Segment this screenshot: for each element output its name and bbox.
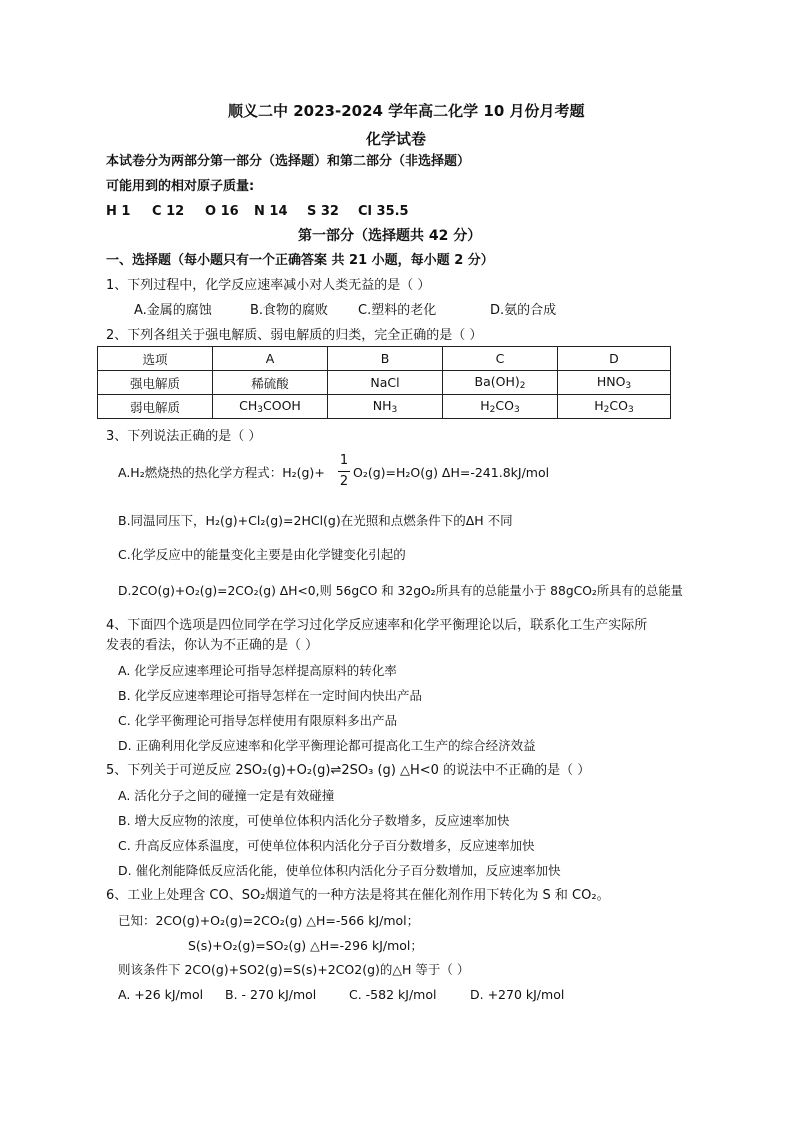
- q5-option-b: B. 增大反应物的浓度，可使单位体积内活化分子数增多，反应速率加快: [118, 813, 510, 828]
- q4-stem-line1: 4、下面四个选项是四位同学在学习过化学反应速率和化学平衡理论以后，联系化工生产实际所: [106, 618, 648, 633]
- table-row: [98, 395, 671, 419]
- q2-table: [97, 346, 671, 419]
- exam-intro: 本试卷分为两部分第一部分（选择题）和第二部分（非选择题）: [106, 154, 471, 169]
- mass-cl: Cl 35.5: [358, 204, 409, 219]
- part1-instruction: 一、选择题（每小题只有一个正确答案 共 21 小题，每小题 2 分）: [106, 253, 494, 268]
- q6-option-d: D. +270 kJ/mol: [470, 987, 565, 1002]
- formula-text: H: [594, 398, 604, 413]
- table-row-label: 强电解质: [98, 371, 213, 395]
- q3-option-c: C.化学反应中的能量变化主要是由化学键变化引起的: [118, 547, 406, 562]
- part1-title: 第一部分（选择题共 42 分）: [298, 228, 482, 244]
- formula-text: HNO: [596, 374, 626, 389]
- table-row: [98, 371, 671, 395]
- table-cell: 稀硫酸: [213, 371, 328, 395]
- table-cell: $HNO_3$: [558, 371, 671, 395]
- q1-stem: 1、下列过程中，化学反应速率减小对人类无益的是（ ）: [106, 278, 431, 293]
- q4-stem-line2: 发表的看法，你认为不正确的是（ ）: [106, 638, 319, 653]
- table-header-cell: A: [213, 347, 328, 371]
- formula-text: Ba(OH): [474, 374, 520, 389]
- fraction-denominator: 2: [339, 474, 349, 489]
- q6-ask: 则该条件下 2CO(g)+SO2(g)=S(s)+2CO2(g)的△H 等于（ ）: [118, 962, 470, 977]
- table-cell: $NH_3$: [328, 395, 443, 419]
- q6-stem: 6、工业上处理含 CO、SO₂烟道气的一种方法是将其在催化剂作用下转化为 S 和 CO₂。: [106, 888, 610, 903]
- table-cell: $H_2CO_3$: [558, 395, 671, 419]
- q1-option-b: B.食物的腐败: [250, 303, 329, 318]
- q3-option-b: B.同温同压下，H₂(g)+Cl₂(g)=2HCl(g)在光照和点燃条件下的ΔH 不同: [118, 513, 513, 528]
- q6-known-2: S(s)+O₂(g)=SO₂(g) △H=-296 kJ/mol；: [188, 938, 423, 953]
- mass-s: S 32: [307, 204, 339, 219]
- table-header-cell: D: [558, 347, 671, 371]
- q1-option-d: D.氨的合成: [490, 303, 557, 318]
- table-cell: $CH_3COOH$: [213, 395, 328, 419]
- q5-option-d: D. 催化剂能降低反应活化能，使单位体积内活化分子百分数增加，反应速率加快: [118, 863, 561, 878]
- table-cell: $Ba(OH)_2$: [443, 371, 558, 395]
- q4-option-c: C. 化学平衡理论可指导怎样使用有限原料多出产品: [118, 713, 398, 728]
- mass-o: O 16: [205, 204, 239, 219]
- table-header-cell: C: [443, 347, 558, 371]
- q4-option-a: A. 化学反应速率理论可指导怎样提高原料的转化率: [118, 663, 397, 678]
- q4-option-b: B. 化学反应速率理论可指导怎样在一定时间内快出产品: [118, 688, 423, 703]
- formula-text: CH: [239, 398, 258, 413]
- q6-option-b: B. - 270 kJ/mol: [225, 987, 317, 1002]
- q4-option-d: D. 正确利用化学反应速率和化学平衡理论都可提高化工生产的综合经济效益: [118, 738, 536, 753]
- q3-option-a-tail: O₂(g)=H₂O(g) ΔH=-241.8kJ/mol: [353, 465, 550, 480]
- q3-option-a: A.H₂燃烧热的热化学方程式：H₂(g)+: [118, 465, 325, 480]
- fraction-numerator: 1: [339, 453, 349, 468]
- fraction-bar: [338, 471, 350, 472]
- q3-option-d: D.2CO(g)+O₂(g)=2CO₂(g) ΔH<0,则 56gCO 和 32gO₂所具有的总能量小于 88gCO₂所具有的总能量: [118, 584, 683, 598]
- mass-label: 可能用到的相对原子质量:: [106, 179, 255, 194]
- mass-n: N 14: [254, 204, 288, 219]
- formula-text: H: [480, 398, 490, 413]
- table-cell: NaCl: [328, 371, 443, 395]
- table-header-cell: 选项: [98, 347, 213, 371]
- q2-stem: 2、下列各组关于强电解质、弱电解质的归类，完全正确的是（ ）: [106, 328, 483, 343]
- q1-option-c: C.塑料的老化: [358, 303, 437, 318]
- exam-title: 顺义二中 2023-2024 学年高二化学 10 月份月考题: [228, 102, 585, 120]
- formula-text: NH: [372, 398, 392, 413]
- q5-stem: 5、下列关于可逆反应 2SO₂(g)+O₂(g)⇌2SO₃ (g) △H<0 的说法中不正确的是（ ）: [106, 763, 591, 778]
- table-header-cell: B: [328, 347, 443, 371]
- q5-option-c: C. 升高反应体系温度，可使单位体积内活化分子百分数增多，反应速率加快: [118, 838, 535, 853]
- q5-option-a: A. 活化分子之间的碰撞一定是有效碰撞: [118, 788, 335, 803]
- table-row: [98, 347, 671, 371]
- table-row-label: 弱电解质: [98, 395, 213, 419]
- q1-option-a: A.金属的腐蚀: [134, 303, 212, 318]
- table-cell: $H_2CO_3$: [443, 395, 558, 419]
- exam-subtitle: 化学试卷: [366, 130, 427, 148]
- q3-stem: 3、下列说法正确的是（ ）: [106, 429, 262, 444]
- q6-option-c: C. -582 kJ/mol: [349, 987, 437, 1002]
- mass-c: C 12: [152, 204, 185, 219]
- q6-known-1: 已知：2CO(g)+O₂(g)=2CO₂(g) △H=-566 kJ/mol；: [118, 913, 420, 928]
- q6-option-a: A. +26 kJ/mol: [118, 987, 204, 1002]
- mass-h: H 1: [106, 204, 131, 219]
